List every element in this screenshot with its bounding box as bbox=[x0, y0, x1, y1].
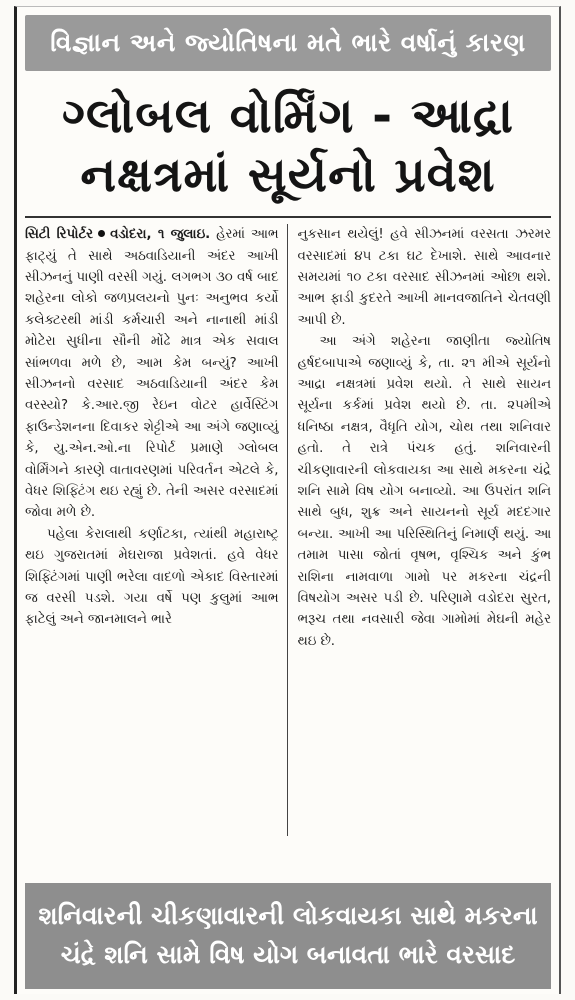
headline bbox=[23, 87, 553, 204]
paragraph-right-1: નુકસાન થયેલું! હવે સીઝનમાં વરસતા ઝરમર વરસાદમાં ૪૫ ટકા ઘટ દેખાશે. સાથે આવનાર સમયમાં ૧૦ ટકા વરસાદ સીઝનમાં ઓછા થશે. આભ ફાડી કુદરતે આખી માનવજાતિને ચેતવણી આપી છે. bbox=[297, 227, 551, 328]
footer-line-2: ચંદ્રે શનિ સામે વિષ યોગ બનાવતા ભારે વરસાદ bbox=[60, 940, 516, 969]
column-left bbox=[25, 224, 288, 836]
kicker-text: વિજ્ઞાન અને જ્યોતિષના મતે ભારે વર્ષાનું કારણ bbox=[50, 28, 526, 57]
dateline-reporter: સિટી રિપોર્ટર bbox=[25, 227, 94, 243]
paragraph-left-2: પહેલા કેરાલાથી કર્ણાટકા, ત્યાંથી મહારાષ્ટ્ર થઇ ગુજરાતમાં મેઘરાજા પ્રવેશતાં. હવે વેધર શિફ્ટિંગમાં પાણી ભરેલા વાદળો એકાદ વિસ્તારમાં જ વરસી પડશે. ગયા વર્ષે પણ કુલુમાં આભ ફાટેલું અને જાનમાલને ભારે bbox=[25, 526, 279, 628]
bullet-icon bbox=[98, 230, 105, 237]
kicker-banner bbox=[25, 15, 551, 71]
article-frame bbox=[14, 6, 561, 994]
article-body bbox=[25, 224, 551, 836]
headline-line-1: ગ્લોબલ વોર્મિંગ - આદ્રા bbox=[61, 88, 515, 144]
paragraph-left-1 bbox=[25, 224, 279, 524]
headline-divider bbox=[25, 216, 551, 218]
footer-banner bbox=[25, 883, 551, 989]
paragraph-right-2: આ અંગે શહેરના જાણીતા જ્યોતિષ હર્ષદબાપાએ જણાવ્યું કે, તા. ૨૧ મીએ સૂર્યનો આદ્રા નક્ષત્રમાં પ્રવેશ થયો. તે સાથે સાયન સૂર્યના કર્કમાં પ્રવેશ થયો છે. તા. ૨૫મીએ ધનિષ્ઠા નક્ષત્ર, વૈધૃતિ યોગ, ચોથ તથા શનિવાર હતો. તે રાત્રે પંચક હતું. શનિવારની ચીકણાવારની લોકવાયકા આ સાથે મકરના ચંદ્રે શનિ સામે વિષ યોગ બનાવ્યો. આ ઉપરાંત શનિ સાથે બુધ, શુક્ર અને સાયનનો સૂર્ય મદદગાર બન્યા. આખી આ પરિસ્થિતિનું નિમાર્ણ થયું. આ તમામ પાસા જોતાં વૃષભ, વૃશ્ચિક અને કુંભ રાશિના નામવાળા ગામો પર મકરના ચંદ્રની વિષયોગ અસર પડી છે. પરિણામે વડોદરા સુરત, ભરૂચ તથા નવસારી જેવા ગામોમાં મેઘની મહેર થઇ છે. bbox=[297, 334, 551, 649]
footer-line-1: શનિવારની ચીકણાવારની લોકવાયકા સાથે મકરના bbox=[38, 901, 538, 931]
headline-line-2: નક્ષત્રમાં સૂર્યનો પ્રવેશ bbox=[80, 146, 496, 203]
column-right bbox=[288, 224, 552, 836]
dateline-place: વડોદરા, ૧ જુલાઇ. bbox=[110, 227, 211, 243]
paragraph-left-1-text: હેરમાં આભ ફાટ્યું તે સાથે અઠવાડિયાની અંદર આખી સીઝનનું પાણી વરસી ગયું. લગભગ ૩૦ વર્ષ બાદ શહેરના લોકો જળપ્રલયનો પુનઃ અનુભવ કર્યો કલેક્ટરથી માંડી કર્મચારી અને નાનાથી માંડી મોટેરા સુધીના સૌની મોંઢે માત્ર એક સવાલ સાંભળવા મળે છે, આમ કેમ બન્યું? આખી સીઝનનો વરસાદ અઠવાડિયાની અંદર કેમ વરસ્યો? કે.આર.જી રેઇન વોટર હાર્વેસ્ટિંગ ફાઉન્ડેશનના દિવાકર શેટ્ટીએ આ અંગે જણાવ્યું કે, યુ.એન.ઓ.ના રિપોર્ટ પ્રમાણે ગ્લોબલ વોર્મિંગને કારણે વાતાવરણમાં પરિવર્તન એટલે કે, વેધર શિફ્ટિંગ થઇ રહ્યું છે. તેની અસર વરસાદમાં જોવા મળે છે. bbox=[25, 227, 279, 521]
